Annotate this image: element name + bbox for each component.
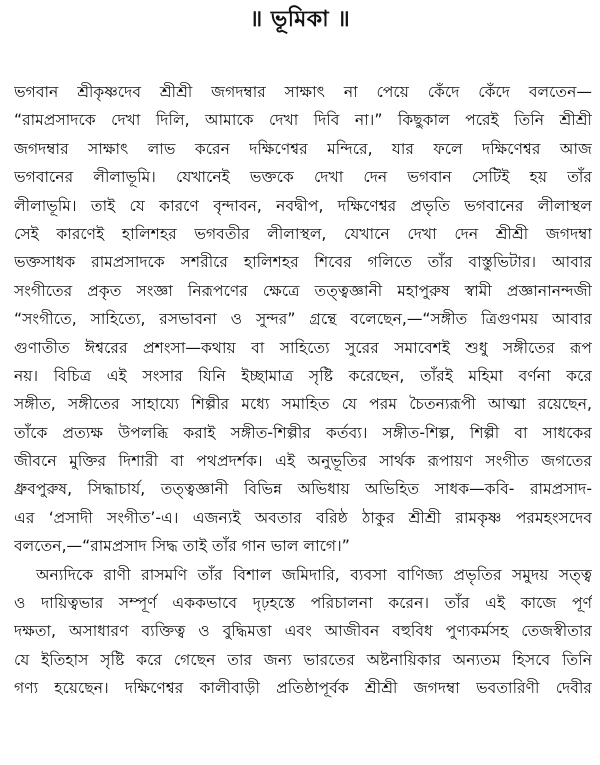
text-line: বলতেন,—“রামপ্রসাদ সিদ্ধ তাই তাঁর গান ভাল লাগে।” [14,537,350,556]
text-line: লীলাভূমি। তাই যে কারণে বৃন্দাবন, নবদ্বীপ, দক্ষিণেশ্বর প্রভৃতি ভগবানের লীলাস্থল [14,196,592,215]
body-text [14,78,592,703]
text-line: দক্ষতা, অসাধারণ ব্যক্তিত্ব ও বুদ্ধিমত্তা এবং আজীবন বহুবিধ পুণ্যকর্মসহ তেজস্বীতার [14,622,592,641]
text-line: ভক্তসাধক রামপ্রসাদকে সশরীরে হালিশহর শিবের গলিতে তাঁর বাস্তুভিটার। আবার [14,253,592,272]
text-line: ভগবান শ্রীকৃষ্ণদেব শ্রীশ্রী জগদম্বার সাক্ষাৎ না পেয়ে কেঁদে কেঁদে বলতেন— [14,83,592,101]
page-title: ॥ ভূমিকা ॥ [249,7,351,32]
text-line: এর ‘প্রসাদী সংগীত’-এ। এজন্যই অবতার বরিষ্ঠ ঠাকুর শ্রীশ্রী রামকৃষ্ণ পরমহংসদেব [14,508,592,527]
text-line: সংগীতের প্রকৃত সংজ্ঞা নিরূপণের ক্ষেত্রে তত্ত্বজ্ঞানী মহাপুরুষ স্বামী প্রজ্ঞানানন্দজী [14,281,592,300]
text-line: যে ইতিহাস সৃষ্টি করে গেছেন তার জন্য ভারতের অষ্টনায়িকার অন্যতম হিসবে তিনি [14,650,592,669]
text-line: ও দায়িত্বভার সম্পূর্ণ এককভাবে দৃঢ়হস্তে পরিচালনা করেন। তাঁর এই কাজে পূর্ণ [14,594,592,613]
text-line: “সংগীতে, সাহিত্যে, রসভাবনা ও সুন্দর” গ্রন্থে বলেছেন,—“সঙ্গীত ত্রিগুণময় আবার [14,310,592,329]
text-line: ধ্রুবপুরুষ, সিদ্ধাচার্য, তত্ত্বজ্ঞানী বিভিন্ন অভিধায় অভিহিত সাধক—কবি- রামপ্রসাদ- [14,480,592,499]
text-line: জগদম্বার সাক্ষাৎ লাভ করেন দক্ষিণেশ্বর মন্দিরে, যার ফলে দক্ষিণেশ্বর আজ [14,139,592,158]
text-line: তাঁকে প্রত্যক্ষ উপলব্ধি করাই সঙ্গীত-শিল্পীর কর্তব্য। সঙ্গীত-শিল্প, শিল্পী বা সাধকের [14,423,592,442]
text-line: ভগবানের লীলাভূমি। যেখানেই ভক্তকে দেখা দেন ভগবান সেটিই হয় তাঁর [14,168,592,187]
text-line: জীবনে মুক্তির দিশারী বা পথপ্রদর্শক। এই অনুভূতির সার্থক রূপায়ণ সংগীত জগতের [14,452,592,471]
text-line: গণ্য হয়েছেন। দক্ষিণেশ্বর কালীবাড়ী প্রতিষ্ঠাপূর্বক শ্রীশ্রী জগদম্বা ভবতারিণী দেবীর [14,679,592,698]
text-line: “রামপ্রসাদকে দেখা দিলি, আমাকে দেখা দিবি না।” কিছুকাল পরেই তিনি শ্রীশ্রী [14,111,592,130]
text-line: সেই কারণেই হালিশহর ভগবতীর লীলাস্থল, যেখানে দেখা দেন শ্রীশ্রী জগদম্বা [14,224,592,243]
text-line: গুণাতীত ঈশ্বরের প্রশংসা—কথায় বা সাহিত্যে সুরের সমাবেশই শুধু সঙ্গীতের রূপ [14,338,592,357]
text-line: অন্যদিকে রাণী রাসমণি তাঁর বিশাল জমিদারি, ব্যবসা বাণিজ্য প্রভৃতির সমুদয় সত্ত্ব [36,565,592,584]
text-line: নয়। বিচিত্র এই সংসার যিনি ইচ্ছামাত্র সৃষ্টি করেছেন, তাঁরই মহিমা বর্ণনা করে [14,366,592,385]
text-line: সঙ্গীত, সঙ্গীতের সাহায্যে শিল্পীর মধ্যে সমাহিত যে পরম চৈতন্যরূপী আত্মা রয়েছেন, [14,395,592,414]
